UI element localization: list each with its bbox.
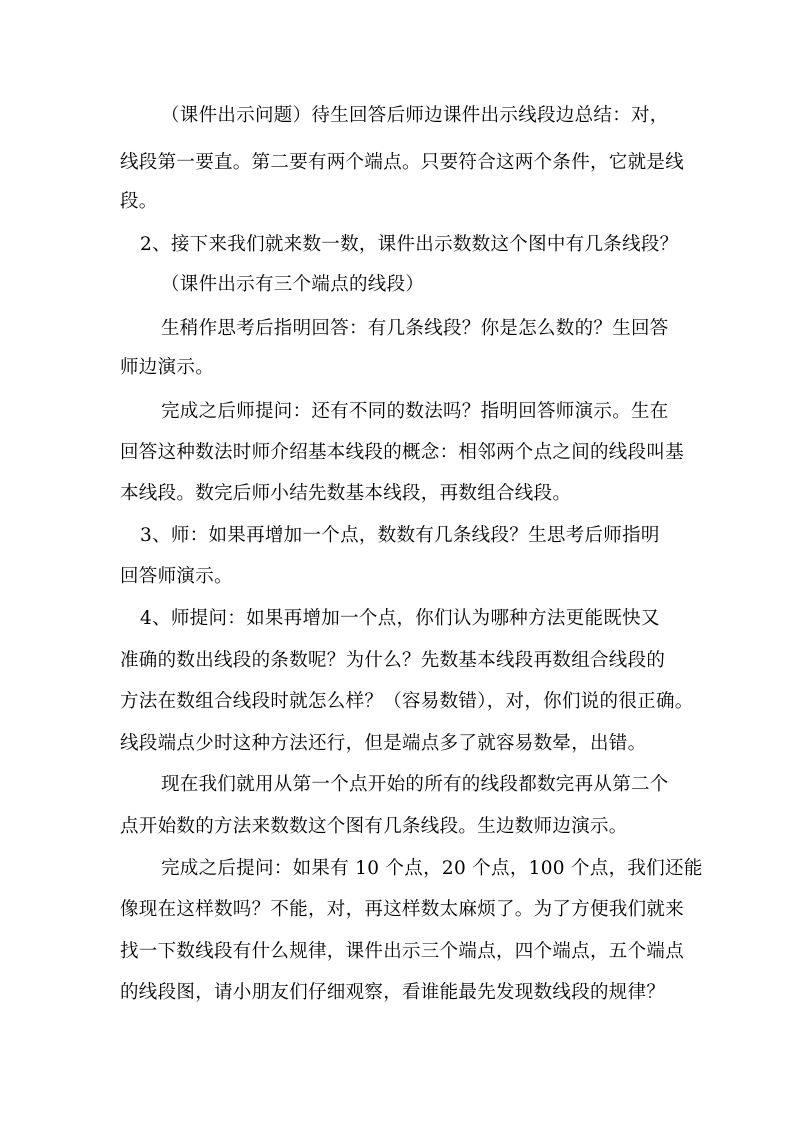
text-line-14: 准确的数出线段的条数呢？为什么？先数基本线段再数组合线段的 — [120, 650, 666, 671]
text-line-11: 3、师：如果再增加一个点，数数有几条线段？生思考后师指明 — [140, 525, 660, 546]
text-line-9: 回答这种数法时师介绍基本线段的概念：相邻两个点之间的线段叫基 — [120, 442, 685, 463]
text-line-15: 方法在数组合线段时就怎么样？（容易数错），对，你们说的很正确。 — [120, 691, 694, 712]
text-line-22: 的线段图，请小朋友们仔细观察，看谁能最先发现数线段的规律？ — [120, 982, 666, 1003]
text-line-13: 4、师提问：如果再增加一个点，你们认为哪种方法更能既快又 — [140, 608, 660, 629]
text-line-19: 完成之后提问：如果有 10 个点，20 个点，100 个点，我们还能 — [161, 858, 703, 879]
text-line-16: 线段端点少时这种方法还行，但是端点多了就容易数晕，出错。 — [120, 733, 647, 754]
text-line-20: 像现在这样数吗？不能，对，再这样数太麻烦了。为了方便我们就来 — [120, 899, 685, 920]
text-line-6: 生稍作思考后指明回答：有几条线段？你是怎么数的？生回答 — [161, 318, 669, 339]
text-line-7: 师边演示。 — [120, 357, 215, 378]
text-line-10: 本线段。数完后师小结先数基本线段，再数组合线段。 — [120, 483, 572, 504]
text-line-5: （课件出示有三个端点的线段） — [161, 274, 425, 295]
text-line-17: 现在我们就用从第一个点开始的所有的线段都数完再从第二个 — [161, 774, 669, 795]
text-line-4: 2、接下来我们就来数一数，课件出示数数这个图中有几条线段？ — [140, 234, 679, 255]
text-line-18: 点开始数的方法来数数这个图有几条线段。生边数师边演示。 — [120, 816, 628, 837]
text-line-3: 段。 — [120, 191, 158, 212]
text-line-12: 回答师演示。 — [120, 566, 233, 587]
text-line-1: （课件出示问题）待生回答后师边课件出示线段边总结：对， — [161, 105, 669, 126]
text-line-8: 完成之后师提问：还有不同的数法吗？指明回答师演示。生在 — [161, 401, 669, 422]
text-line-2: 线段第一要直。第二要有两个端点。只要符合这两个条件，它就是线 — [120, 152, 685, 173]
text-line-21: 找一下数线段有什么规律，课件出示三个端点，四个端点，五个端点 — [120, 941, 685, 962]
